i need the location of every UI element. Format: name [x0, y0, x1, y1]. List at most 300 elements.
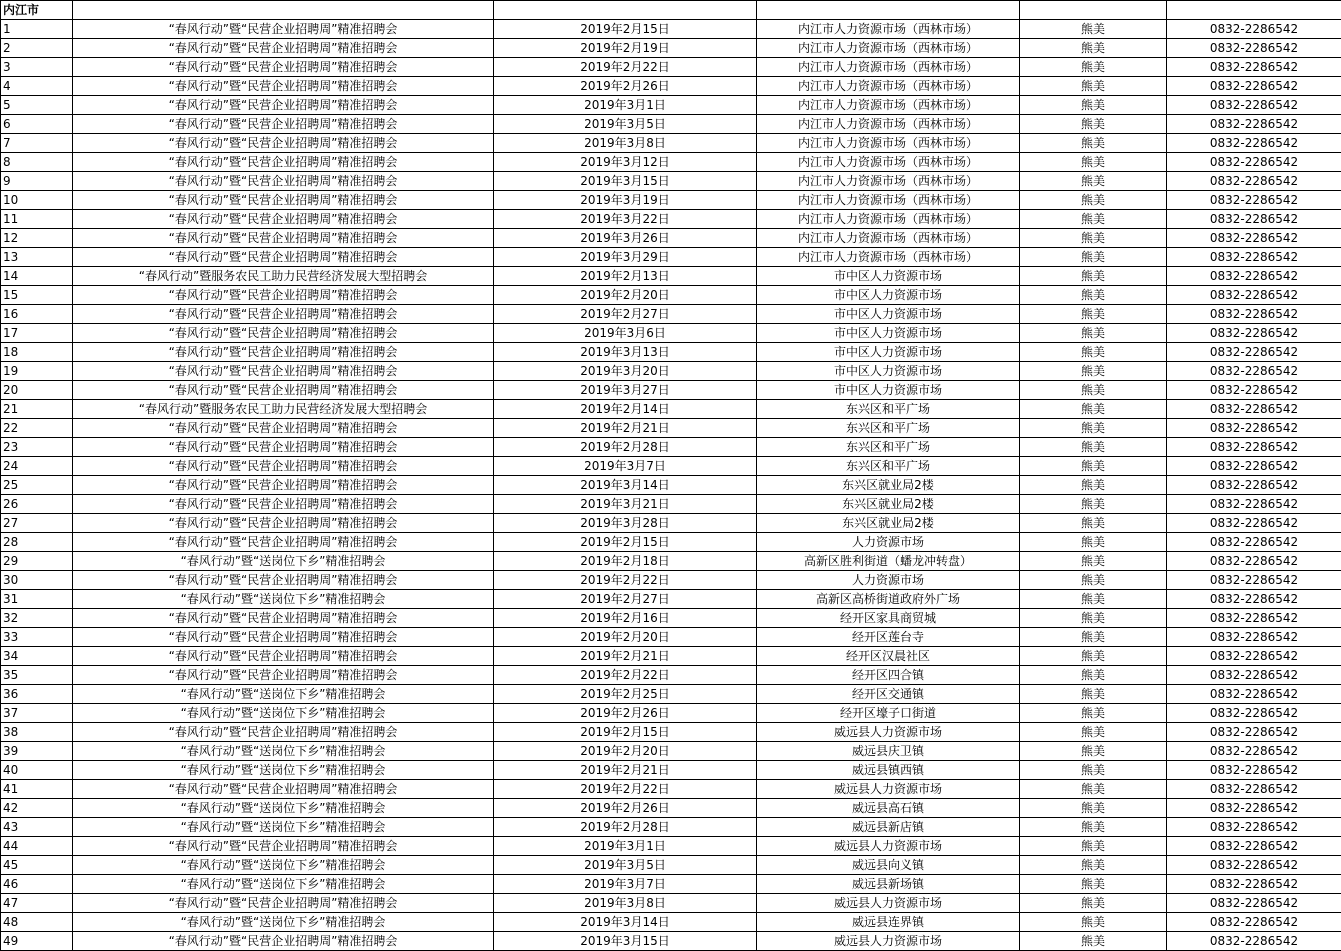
- event-title-cell[interactable]: “春风行动”暨服务农民工助力民营经济发展大型招聘会: [73, 400, 494, 419]
- venue-cell[interactable]: 经开区莲台寺: [757, 628, 1020, 647]
- venue-cell[interactable]: 内江市人力资源市场（西林市场）: [757, 115, 1020, 134]
- event-title-cell[interactable]: “春风行动”暨“民营企业招聘周”精准招聘会: [73, 39, 494, 58]
- empty-cell[interactable]: [1167, 1, 1341, 20]
- contact-cell[interactable]: 熊美: [1020, 913, 1167, 932]
- phone-cell[interactable]: 0832-2286542: [1167, 476, 1341, 495]
- row-number-cell[interactable]: 45: [1, 856, 73, 875]
- event-title-cell[interactable]: “春风行动”暨“民营企业招聘周”精准招聘会: [73, 324, 494, 343]
- event-title-cell[interactable]: “春风行动”暨“民营企业招聘周”精准招聘会: [73, 457, 494, 476]
- contact-cell[interactable]: 熊美: [1020, 362, 1167, 381]
- event-title-cell[interactable]: “春风行动”暨“民营企业招聘周”精准招聘会: [73, 514, 494, 533]
- contact-cell[interactable]: 熊美: [1020, 419, 1167, 438]
- phone-cell[interactable]: 0832-2286542: [1167, 799, 1341, 818]
- event-title-cell[interactable]: “春风行动”暨“民营企业招聘周”精准招聘会: [73, 723, 494, 742]
- phone-cell[interactable]: 0832-2286542: [1167, 704, 1341, 723]
- row-number-cell[interactable]: 6: [1, 115, 73, 134]
- phone-cell[interactable]: 0832-2286542: [1167, 39, 1341, 58]
- event-title-cell[interactable]: “春风行动”暨“民营企业招聘周”精准招聘会: [73, 134, 494, 153]
- venue-cell[interactable]: 东兴区就业局2楼: [757, 514, 1020, 533]
- venue-cell[interactable]: 人力资源市场: [757, 571, 1020, 590]
- venue-cell[interactable]: 威远县新店镇: [757, 818, 1020, 837]
- phone-cell[interactable]: 0832-2286542: [1167, 362, 1341, 381]
- event-date-cell[interactable]: 2019年3月21日: [494, 495, 757, 514]
- venue-cell[interactable]: 东兴区和平广场: [757, 438, 1020, 457]
- event-date-cell[interactable]: 2019年2月15日: [494, 20, 757, 39]
- event-title-cell[interactable]: “春风行动”暨“送岗位下乡”精准招聘会: [73, 818, 494, 837]
- contact-cell[interactable]: 熊美: [1020, 514, 1167, 533]
- row-number-cell[interactable]: 41: [1, 780, 73, 799]
- phone-cell[interactable]: 0832-2286542: [1167, 685, 1341, 704]
- event-date-cell[interactable]: 2019年2月15日: [494, 533, 757, 552]
- event-date-cell[interactable]: 2019年3月15日: [494, 172, 757, 191]
- phone-cell[interactable]: 0832-2286542: [1167, 58, 1341, 77]
- phone-cell[interactable]: 0832-2286542: [1167, 837, 1341, 856]
- venue-cell[interactable]: 威远县庆卫镇: [757, 742, 1020, 761]
- phone-cell[interactable]: 0832-2286542: [1167, 210, 1341, 229]
- contact-cell[interactable]: 熊美: [1020, 495, 1167, 514]
- venue-cell[interactable]: 威远县人力资源市场: [757, 780, 1020, 799]
- venue-cell[interactable]: 经开区汉晨社区: [757, 647, 1020, 666]
- event-date-cell[interactable]: 2019年2月18日: [494, 552, 757, 571]
- venue-cell[interactable]: 市中区人力资源市场: [757, 286, 1020, 305]
- event-date-cell[interactable]: 2019年3月20日: [494, 362, 757, 381]
- event-date-cell[interactable]: 2019年2月20日: [494, 742, 757, 761]
- event-title-cell[interactable]: “春风行动”暨“民营企业招聘周”精准招聘会: [73, 419, 494, 438]
- event-date-cell[interactable]: 2019年3月13日: [494, 343, 757, 362]
- row-number-cell[interactable]: 16: [1, 305, 73, 324]
- event-title-cell[interactable]: “春风行动”暨“送岗位下乡”精准招聘会: [73, 875, 494, 894]
- event-title-cell[interactable]: “春风行动”暨“民营企业招聘周”精准招聘会: [73, 609, 494, 628]
- event-date-cell[interactable]: 2019年3月5日: [494, 856, 757, 875]
- venue-cell[interactable]: 内江市人力资源市场（西林市场）: [757, 20, 1020, 39]
- venue-cell[interactable]: 内江市人力资源市场（西林市场）: [757, 172, 1020, 191]
- event-date-cell[interactable]: 2019年2月21日: [494, 419, 757, 438]
- phone-cell[interactable]: 0832-2286542: [1167, 913, 1341, 932]
- venue-cell[interactable]: 东兴区和平广场: [757, 457, 1020, 476]
- row-number-cell[interactable]: 18: [1, 343, 73, 362]
- event-date-cell[interactable]: 2019年2月26日: [494, 77, 757, 96]
- venue-cell[interactable]: 威远县镇西镇: [757, 761, 1020, 780]
- phone-cell[interactable]: 0832-2286542: [1167, 77, 1341, 96]
- contact-cell[interactable]: 熊美: [1020, 704, 1167, 723]
- event-title-cell[interactable]: “春风行动”暨“送岗位下乡”精准招聘会: [73, 742, 494, 761]
- row-number-cell[interactable]: 4: [1, 77, 73, 96]
- empty-cell[interactable]: [494, 1, 757, 20]
- venue-cell[interactable]: 内江市人力资源市场（西林市场）: [757, 134, 1020, 153]
- event-date-cell[interactable]: 2019年3月14日: [494, 913, 757, 932]
- row-number-cell[interactable]: 17: [1, 324, 73, 343]
- event-date-cell[interactable]: 2019年2月22日: [494, 780, 757, 799]
- phone-cell[interactable]: 0832-2286542: [1167, 590, 1341, 609]
- empty-cell[interactable]: [757, 1, 1020, 20]
- row-number-cell[interactable]: 40: [1, 761, 73, 780]
- contact-cell[interactable]: 熊美: [1020, 875, 1167, 894]
- event-title-cell[interactable]: “春风行动”暨“送岗位下乡”精准招聘会: [73, 552, 494, 571]
- event-date-cell[interactable]: 2019年3月26日: [494, 229, 757, 248]
- event-title-cell[interactable]: “春风行动”暨“送岗位下乡”精准招聘会: [73, 856, 494, 875]
- event-title-cell[interactable]: “春风行动”暨“民营企业招聘周”精准招聘会: [73, 153, 494, 172]
- venue-cell[interactable]: 内江市人力资源市场（西林市场）: [757, 229, 1020, 248]
- venue-cell[interactable]: 内江市人力资源市场（西林市场）: [757, 77, 1020, 96]
- phone-cell[interactable]: 0832-2286542: [1167, 115, 1341, 134]
- event-date-cell[interactable]: 2019年2月25日: [494, 685, 757, 704]
- event-title-cell[interactable]: “春风行动”暨“民营企业招聘周”精准招聘会: [73, 343, 494, 362]
- event-title-cell[interactable]: “春风行动”暨“民营企业招聘周”精准招聘会: [73, 115, 494, 134]
- contact-cell[interactable]: 熊美: [1020, 856, 1167, 875]
- phone-cell[interactable]: 0832-2286542: [1167, 723, 1341, 742]
- contact-cell[interactable]: 熊美: [1020, 324, 1167, 343]
- event-date-cell[interactable]: 2019年3月5日: [494, 115, 757, 134]
- event-date-cell[interactable]: 2019年2月22日: [494, 666, 757, 685]
- event-title-cell[interactable]: “春风行动”暨“民营企业招聘周”精准招聘会: [73, 932, 494, 951]
- contact-cell[interactable]: 熊美: [1020, 742, 1167, 761]
- contact-cell[interactable]: 熊美: [1020, 77, 1167, 96]
- row-number-cell[interactable]: 49: [1, 932, 73, 951]
- venue-cell[interactable]: 内江市人力资源市场（西林市场）: [757, 210, 1020, 229]
- event-date-cell[interactable]: 2019年3月29日: [494, 248, 757, 267]
- event-date-cell[interactable]: 2019年2月21日: [494, 647, 757, 666]
- row-number-cell[interactable]: 26: [1, 495, 73, 514]
- event-title-cell[interactable]: “春风行动”暨“民营企业招聘周”精准招聘会: [73, 248, 494, 267]
- phone-cell[interactable]: 0832-2286542: [1167, 400, 1341, 419]
- venue-cell[interactable]: 内江市人力资源市场（西林市场）: [757, 39, 1020, 58]
- event-date-cell[interactable]: 2019年3月7日: [494, 875, 757, 894]
- phone-cell[interactable]: 0832-2286542: [1167, 571, 1341, 590]
- phone-cell[interactable]: 0832-2286542: [1167, 533, 1341, 552]
- venue-cell[interactable]: 威远县连界镇: [757, 913, 1020, 932]
- row-number-cell[interactable]: 12: [1, 229, 73, 248]
- event-date-cell[interactable]: 2019年3月7日: [494, 457, 757, 476]
- contact-cell[interactable]: 熊美: [1020, 305, 1167, 324]
- contact-cell[interactable]: 熊美: [1020, 571, 1167, 590]
- row-number-cell[interactable]: 5: [1, 96, 73, 115]
- event-title-cell[interactable]: “春风行动”暨“民营企业招聘周”精准招聘会: [73, 96, 494, 115]
- row-number-cell[interactable]: 15: [1, 286, 73, 305]
- contact-cell[interactable]: 熊美: [1020, 590, 1167, 609]
- venue-cell[interactable]: 市中区人力资源市场: [757, 362, 1020, 381]
- contact-cell[interactable]: 熊美: [1020, 438, 1167, 457]
- phone-cell[interactable]: 0832-2286542: [1167, 856, 1341, 875]
- event-date-cell[interactable]: 2019年2月22日: [494, 58, 757, 77]
- row-number-cell[interactable]: 13: [1, 248, 73, 267]
- phone-cell[interactable]: 0832-2286542: [1167, 248, 1341, 267]
- event-date-cell[interactable]: 2019年3月27日: [494, 381, 757, 400]
- phone-cell[interactable]: 0832-2286542: [1167, 932, 1341, 951]
- row-number-cell[interactable]: 32: [1, 609, 73, 628]
- venue-cell[interactable]: 市中区人力资源市场: [757, 343, 1020, 362]
- event-title-cell[interactable]: “春风行动”暨“送岗位下乡”精准招聘会: [73, 913, 494, 932]
- event-date-cell[interactable]: 2019年2月27日: [494, 590, 757, 609]
- phone-cell[interactable]: 0832-2286542: [1167, 514, 1341, 533]
- venue-cell[interactable]: 高新区高桥街道政府外广场: [757, 590, 1020, 609]
- row-number-cell[interactable]: 7: [1, 134, 73, 153]
- row-number-cell[interactable]: 29: [1, 552, 73, 571]
- event-date-cell[interactable]: 2019年3月14日: [494, 476, 757, 495]
- phone-cell[interactable]: 0832-2286542: [1167, 647, 1341, 666]
- contact-cell[interactable]: 熊美: [1020, 476, 1167, 495]
- phone-cell[interactable]: 0832-2286542: [1167, 780, 1341, 799]
- event-title-cell[interactable]: “春风行动”暨“民营企业招聘周”精准招聘会: [73, 305, 494, 324]
- contact-cell[interactable]: 熊美: [1020, 894, 1167, 913]
- row-number-cell[interactable]: 43: [1, 818, 73, 837]
- contact-cell[interactable]: 熊美: [1020, 761, 1167, 780]
- contact-cell[interactable]: 熊美: [1020, 20, 1167, 39]
- phone-cell[interactable]: 0832-2286542: [1167, 419, 1341, 438]
- row-number-cell[interactable]: 23: [1, 438, 73, 457]
- contact-cell[interactable]: 熊美: [1020, 780, 1167, 799]
- event-title-cell[interactable]: “春风行动”暨“民营企业招聘周”精准招聘会: [73, 571, 494, 590]
- contact-cell[interactable]: 熊美: [1020, 343, 1167, 362]
- contact-cell[interactable]: 熊美: [1020, 172, 1167, 191]
- venue-cell[interactable]: 经开区家具商贸城: [757, 609, 1020, 628]
- city-header-cell[interactable]: 内江市: [1, 1, 73, 20]
- row-number-cell[interactable]: 42: [1, 799, 73, 818]
- venue-cell[interactable]: 内江市人力资源市场（西林市场）: [757, 96, 1020, 115]
- event-title-cell[interactable]: “春风行动”暨“民营企业招聘周”精准招聘会: [73, 533, 494, 552]
- row-number-cell[interactable]: 34: [1, 647, 73, 666]
- event-date-cell[interactable]: 2019年2月26日: [494, 799, 757, 818]
- event-title-cell[interactable]: “春风行动”暨“民营企业招聘周”精准招聘会: [73, 77, 494, 96]
- phone-cell[interactable]: 0832-2286542: [1167, 457, 1341, 476]
- phone-cell[interactable]: 0832-2286542: [1167, 229, 1341, 248]
- event-date-cell[interactable]: 2019年2月21日: [494, 761, 757, 780]
- venue-cell[interactable]: 内江市人力资源市场（西林市场）: [757, 58, 1020, 77]
- event-title-cell[interactable]: “春风行动”暨服务农民工助力民营经济发展大型招聘会: [73, 267, 494, 286]
- event-date-cell[interactable]: 2019年2月20日: [494, 286, 757, 305]
- phone-cell[interactable]: 0832-2286542: [1167, 286, 1341, 305]
- venue-cell[interactable]: 威远县人力资源市场: [757, 723, 1020, 742]
- row-number-cell[interactable]: 25: [1, 476, 73, 495]
- event-date-cell[interactable]: 2019年2月27日: [494, 305, 757, 324]
- row-number-cell[interactable]: 2: [1, 39, 73, 58]
- row-number-cell[interactable]: 48: [1, 913, 73, 932]
- contact-cell[interactable]: 熊美: [1020, 837, 1167, 856]
- event-date-cell[interactable]: 2019年2月19日: [494, 39, 757, 58]
- row-number-cell[interactable]: 14: [1, 267, 73, 286]
- contact-cell[interactable]: 熊美: [1020, 400, 1167, 419]
- empty-cell[interactable]: [1020, 1, 1167, 20]
- row-number-cell[interactable]: 44: [1, 837, 73, 856]
- contact-cell[interactable]: 熊美: [1020, 267, 1167, 286]
- event-date-cell[interactable]: 2019年2月28日: [494, 818, 757, 837]
- venue-cell[interactable]: 经开区壕子口街道: [757, 704, 1020, 723]
- event-date-cell[interactable]: 2019年2月15日: [494, 723, 757, 742]
- event-date-cell[interactable]: 2019年2月28日: [494, 438, 757, 457]
- phone-cell[interactable]: 0832-2286542: [1167, 742, 1341, 761]
- event-date-cell[interactable]: 2019年2月16日: [494, 609, 757, 628]
- phone-cell[interactable]: 0832-2286542: [1167, 438, 1341, 457]
- event-date-cell[interactable]: 2019年2月14日: [494, 400, 757, 419]
- contact-cell[interactable]: 熊美: [1020, 799, 1167, 818]
- venue-cell[interactable]: 东兴区和平广场: [757, 400, 1020, 419]
- event-title-cell[interactable]: “春风行动”暨“民营企业招聘周”精准招聘会: [73, 894, 494, 913]
- event-title-cell[interactable]: “春风行动”暨“民营企业招聘周”精准招聘会: [73, 210, 494, 229]
- contact-cell[interactable]: 熊美: [1020, 647, 1167, 666]
- venue-cell[interactable]: 市中区人力资源市场: [757, 381, 1020, 400]
- event-title-cell[interactable]: “春风行动”暨“民营企业招聘周”精准招聘会: [73, 476, 494, 495]
- row-number-cell[interactable]: 35: [1, 666, 73, 685]
- row-number-cell[interactable]: 37: [1, 704, 73, 723]
- event-title-cell[interactable]: “春风行动”暨“民营企业招聘周”精准招聘会: [73, 628, 494, 647]
- venue-cell[interactable]: 人力资源市场: [757, 533, 1020, 552]
- row-number-cell[interactable]: 19: [1, 362, 73, 381]
- event-title-cell[interactable]: “春风行动”暨“民营企业招聘周”精准招聘会: [73, 647, 494, 666]
- event-date-cell[interactable]: 2019年2月20日: [494, 628, 757, 647]
- row-number-cell[interactable]: 28: [1, 533, 73, 552]
- phone-cell[interactable]: 0832-2286542: [1167, 875, 1341, 894]
- contact-cell[interactable]: 熊美: [1020, 115, 1167, 134]
- contact-cell[interactable]: 熊美: [1020, 457, 1167, 476]
- contact-cell[interactable]: 熊美: [1020, 818, 1167, 837]
- contact-cell[interactable]: 熊美: [1020, 58, 1167, 77]
- row-number-cell[interactable]: 20: [1, 381, 73, 400]
- event-date-cell[interactable]: 2019年2月22日: [494, 571, 757, 590]
- event-date-cell[interactable]: 2019年3月15日: [494, 932, 757, 951]
- row-number-cell[interactable]: 11: [1, 210, 73, 229]
- row-number-cell[interactable]: 47: [1, 894, 73, 913]
- phone-cell[interactable]: 0832-2286542: [1167, 20, 1341, 39]
- event-title-cell[interactable]: “春风行动”暨“民营企业招聘周”精准招聘会: [73, 780, 494, 799]
- event-date-cell[interactable]: 2019年3月28日: [494, 514, 757, 533]
- row-number-cell[interactable]: 36: [1, 685, 73, 704]
- row-number-cell[interactable]: 3: [1, 58, 73, 77]
- venue-cell[interactable]: 东兴区和平广场: [757, 419, 1020, 438]
- phone-cell[interactable]: 0832-2286542: [1167, 381, 1341, 400]
- phone-cell[interactable]: 0832-2286542: [1167, 172, 1341, 191]
- row-number-cell[interactable]: 30: [1, 571, 73, 590]
- venue-cell[interactable]: 东兴区就业局2楼: [757, 495, 1020, 514]
- contact-cell[interactable]: 熊美: [1020, 248, 1167, 267]
- event-date-cell[interactable]: 2019年3月8日: [494, 134, 757, 153]
- phone-cell[interactable]: 0832-2286542: [1167, 343, 1341, 362]
- phone-cell[interactable]: 0832-2286542: [1167, 818, 1341, 837]
- contact-cell[interactable]: 熊美: [1020, 932, 1167, 951]
- event-date-cell[interactable]: 2019年3月8日: [494, 894, 757, 913]
- event-title-cell[interactable]: “春风行动”暨“民营企业招聘周”精准招聘会: [73, 286, 494, 305]
- row-number-cell[interactable]: 31: [1, 590, 73, 609]
- row-number-cell[interactable]: 21: [1, 400, 73, 419]
- event-title-cell[interactable]: “春风行动”暨“民营企业招聘周”精准招聘会: [73, 58, 494, 77]
- phone-cell[interactable]: 0832-2286542: [1167, 96, 1341, 115]
- event-title-cell[interactable]: “春风行动”暨“民营企业招聘周”精准招聘会: [73, 495, 494, 514]
- contact-cell[interactable]: 熊美: [1020, 609, 1167, 628]
- event-title-cell[interactable]: “春风行动”暨“民营企业招聘周”精准招聘会: [73, 20, 494, 39]
- venue-cell[interactable]: 东兴区就业局2楼: [757, 476, 1020, 495]
- row-number-cell[interactable]: 24: [1, 457, 73, 476]
- venue-cell[interactable]: 威远县向义镇: [757, 856, 1020, 875]
- phone-cell[interactable]: 0832-2286542: [1167, 894, 1341, 913]
- event-date-cell[interactable]: 2019年3月12日: [494, 153, 757, 172]
- row-number-cell[interactable]: 39: [1, 742, 73, 761]
- event-date-cell[interactable]: 2019年2月26日: [494, 704, 757, 723]
- event-title-cell[interactable]: “春风行动”暨“民营企业招聘周”精准招聘会: [73, 172, 494, 191]
- row-number-cell[interactable]: 38: [1, 723, 73, 742]
- event-title-cell[interactable]: “春风行动”暨“送岗位下乡”精准招聘会: [73, 685, 494, 704]
- row-number-cell[interactable]: 1: [1, 20, 73, 39]
- venue-cell[interactable]: 经开区交通镇: [757, 685, 1020, 704]
- contact-cell[interactable]: 熊美: [1020, 286, 1167, 305]
- phone-cell[interactable]: 0832-2286542: [1167, 552, 1341, 571]
- contact-cell[interactable]: 熊美: [1020, 533, 1167, 552]
- phone-cell[interactable]: 0832-2286542: [1167, 324, 1341, 343]
- contact-cell[interactable]: 熊美: [1020, 628, 1167, 647]
- venue-cell[interactable]: 市中区人力资源市场: [757, 267, 1020, 286]
- event-date-cell[interactable]: 2019年3月19日: [494, 191, 757, 210]
- contact-cell[interactable]: 熊美: [1020, 552, 1167, 571]
- event-title-cell[interactable]: “春风行动”暨“民营企业招聘周”精准招聘会: [73, 362, 494, 381]
- row-number-cell[interactable]: 10: [1, 191, 73, 210]
- contact-cell[interactable]: 熊美: [1020, 229, 1167, 248]
- contact-cell[interactable]: 熊美: [1020, 210, 1167, 229]
- phone-cell[interactable]: 0832-2286542: [1167, 153, 1341, 172]
- event-title-cell[interactable]: “春风行动”暨“民营企业招聘周”精准招聘会: [73, 381, 494, 400]
- venue-cell[interactable]: 高新区胜利街道（蟠龙冲转盘）: [757, 552, 1020, 571]
- phone-cell[interactable]: 0832-2286542: [1167, 305, 1341, 324]
- event-date-cell[interactable]: 2019年3月1日: [494, 837, 757, 856]
- phone-cell[interactable]: 0832-2286542: [1167, 191, 1341, 210]
- phone-cell[interactable]: 0832-2286542: [1167, 267, 1341, 286]
- contact-cell[interactable]: 熊美: [1020, 381, 1167, 400]
- phone-cell[interactable]: 0832-2286542: [1167, 628, 1341, 647]
- contact-cell[interactable]: 熊美: [1020, 191, 1167, 210]
- event-title-cell[interactable]: “春风行动”暨“送岗位下乡”精准招聘会: [73, 590, 494, 609]
- contact-cell[interactable]: 熊美: [1020, 96, 1167, 115]
- contact-cell[interactable]: 熊美: [1020, 666, 1167, 685]
- event-title-cell[interactable]: “春风行动”暨“民营企业招聘周”精准招聘会: [73, 837, 494, 856]
- phone-cell[interactable]: 0832-2286542: [1167, 495, 1341, 514]
- venue-cell[interactable]: 威远县人力资源市场: [757, 894, 1020, 913]
- venue-cell[interactable]: 经开区四合镇: [757, 666, 1020, 685]
- row-number-cell[interactable]: 27: [1, 514, 73, 533]
- contact-cell[interactable]: 熊美: [1020, 153, 1167, 172]
- row-number-cell[interactable]: 33: [1, 628, 73, 647]
- venue-cell[interactable]: 内江市人力资源市场（西林市场）: [757, 153, 1020, 172]
- venue-cell[interactable]: 威远县人力资源市场: [757, 837, 1020, 856]
- row-number-cell[interactable]: 9: [1, 172, 73, 191]
- event-date-cell[interactable]: 2019年3月22日: [494, 210, 757, 229]
- event-title-cell[interactable]: “春风行动”暨“送岗位下乡”精准招聘会: [73, 704, 494, 723]
- venue-cell[interactable]: 内江市人力资源市场（西林市场）: [757, 248, 1020, 267]
- venue-cell[interactable]: 威远县高石镇: [757, 799, 1020, 818]
- event-title-cell[interactable]: “春风行动”暨“送岗位下乡”精准招聘会: [73, 799, 494, 818]
- contact-cell[interactable]: 熊美: [1020, 134, 1167, 153]
- contact-cell[interactable]: 熊美: [1020, 39, 1167, 58]
- venue-cell[interactable]: 威远县人力资源市场: [757, 932, 1020, 951]
- phone-cell[interactable]: 0832-2286542: [1167, 609, 1341, 628]
- venue-cell[interactable]: 威远县新场镇: [757, 875, 1020, 894]
- event-title-cell[interactable]: “春风行动”暨“民营企业招聘周”精准招聘会: [73, 666, 494, 685]
- contact-cell[interactable]: 熊美: [1020, 685, 1167, 704]
- empty-cell[interactable]: [73, 1, 494, 20]
- row-number-cell[interactable]: 22: [1, 419, 73, 438]
- event-title-cell[interactable]: “春风行动”暨“民营企业招聘周”精准招聘会: [73, 191, 494, 210]
- venue-cell[interactable]: 市中区人力资源市场: [757, 324, 1020, 343]
- venue-cell[interactable]: 内江市人力资源市场（西林市场）: [757, 191, 1020, 210]
- event-date-cell[interactable]: 2019年2月13日: [494, 267, 757, 286]
- event-date-cell[interactable]: 2019年3月1日: [494, 96, 757, 115]
- contact-cell[interactable]: 熊美: [1020, 723, 1167, 742]
- event-date-cell[interactable]: 2019年3月6日: [494, 324, 757, 343]
- event-title-cell[interactable]: “春风行动”暨“民营企业招聘周”精准招聘会: [73, 229, 494, 248]
- row-number-cell[interactable]: 46: [1, 875, 73, 894]
- phone-cell[interactable]: 0832-2286542: [1167, 666, 1341, 685]
- venue-cell[interactable]: 市中区人力资源市场: [757, 305, 1020, 324]
- phone-cell[interactable]: 0832-2286542: [1167, 761, 1341, 780]
- phone-cell[interactable]: 0832-2286542: [1167, 134, 1341, 153]
- row-number-cell[interactable]: 8: [1, 153, 73, 172]
- event-title-cell[interactable]: “春风行动”暨“送岗位下乡”精准招聘会: [73, 761, 494, 780]
- event-title-cell[interactable]: “春风行动”暨“民营企业招聘周”精准招聘会: [73, 438, 494, 457]
